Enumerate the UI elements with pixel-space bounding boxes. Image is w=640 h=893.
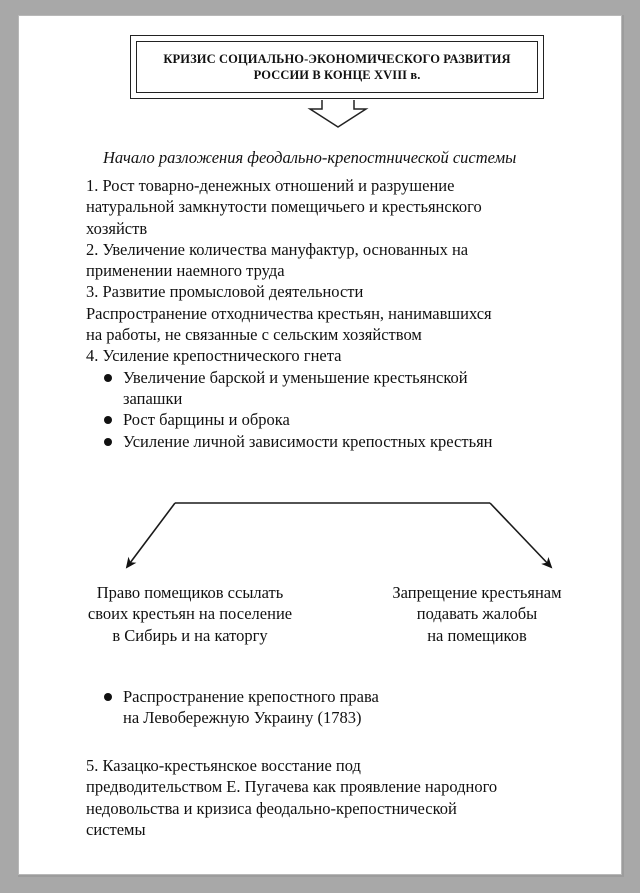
item-3-line-3: на работы, не связанные с сельским хозяйством bbox=[86, 325, 422, 345]
diagram-page bbox=[19, 16, 621, 874]
item-4-line-1: 4. Усиление крепостнического гнета bbox=[86, 346, 342, 366]
bullet-1-line-1: Увеличение барской и уменьшение крестьянской bbox=[123, 367, 468, 387]
bullet-item bbox=[86, 686, 379, 707]
extra-bullet-line-1: Распространение крепостного права bbox=[123, 687, 379, 706]
item-5-line-3: недовольства и кризиса феодально-крепостнической bbox=[86, 798, 457, 818]
item-1-line-3: хозяйств bbox=[86, 218, 148, 238]
item-1-line-1: 1. Рост товарно-денежных отношений и разрушение bbox=[86, 176, 455, 195]
item-5-line-4: системы bbox=[86, 819, 146, 839]
item-5-line-2: предводительством Е. Пугачева как проявление народного bbox=[86, 777, 498, 797]
item-5-line-1: 5. Казацко-крестьянское восстание под bbox=[86, 756, 361, 775]
branch-left-line-2: своих крестьян на поселение bbox=[87, 604, 293, 624]
item-3-line-2: Распространение отходничества крестьян, нанимавшихся bbox=[86, 303, 492, 323]
bullet-1-line-2: запашки bbox=[123, 388, 183, 408]
left-arrow-icon bbox=[127, 503, 175, 567]
section-subtitle: Начало разложения феодально-крепостнической системы bbox=[103, 148, 517, 167]
right-arrow-icon bbox=[490, 503, 551, 567]
title-line-2: РОССИИ В КОНЦЕ XVIII в. bbox=[253, 68, 421, 82]
extra-bullet-block bbox=[86, 686, 379, 729]
branch-right bbox=[367, 582, 587, 646]
bullet-3-line-1: Усиление личной зависимости крепостных крестьян bbox=[123, 431, 493, 451]
branch-left bbox=[65, 582, 315, 646]
title-line-1: КРИЗИС СОЦИАЛЬНО-ЭКОНОМИЧЕСКОГО РАЗВИТИЯ bbox=[163, 52, 511, 66]
bullet-continuation bbox=[86, 707, 379, 728]
item-2-line-2: применении наемного труда bbox=[86, 261, 285, 281]
bullet-2-line-1: Рост барщины и оброка bbox=[123, 410, 290, 430]
branch-connector bbox=[19, 16, 621, 616]
item-3-line-1: 3. Развитие промысловой деятельности bbox=[86, 282, 364, 302]
item-1-line-2: натуральной замкнутости помещичьего и крестьянского bbox=[86, 197, 482, 217]
branch-right-line-3: на помещиков bbox=[427, 625, 527, 645]
extra-bullet-line-2: на Левобережную Украину (1783) bbox=[123, 708, 362, 728]
branch-left-line-3: в Сибирь и на каторгу bbox=[112, 625, 268, 645]
branch-left-line-1: Право помещиков ссылать bbox=[96, 583, 284, 602]
branch-right-line-2: подавать жалобы bbox=[416, 604, 538, 624]
bullet-icon bbox=[104, 693, 112, 701]
branch-right-line-1: Запрещение крестьянам bbox=[392, 583, 562, 602]
item-2-line-1: 2. Увеличение количества мануфактур, основанных на bbox=[86, 239, 469, 259]
item-5-block bbox=[86, 755, 497, 840]
